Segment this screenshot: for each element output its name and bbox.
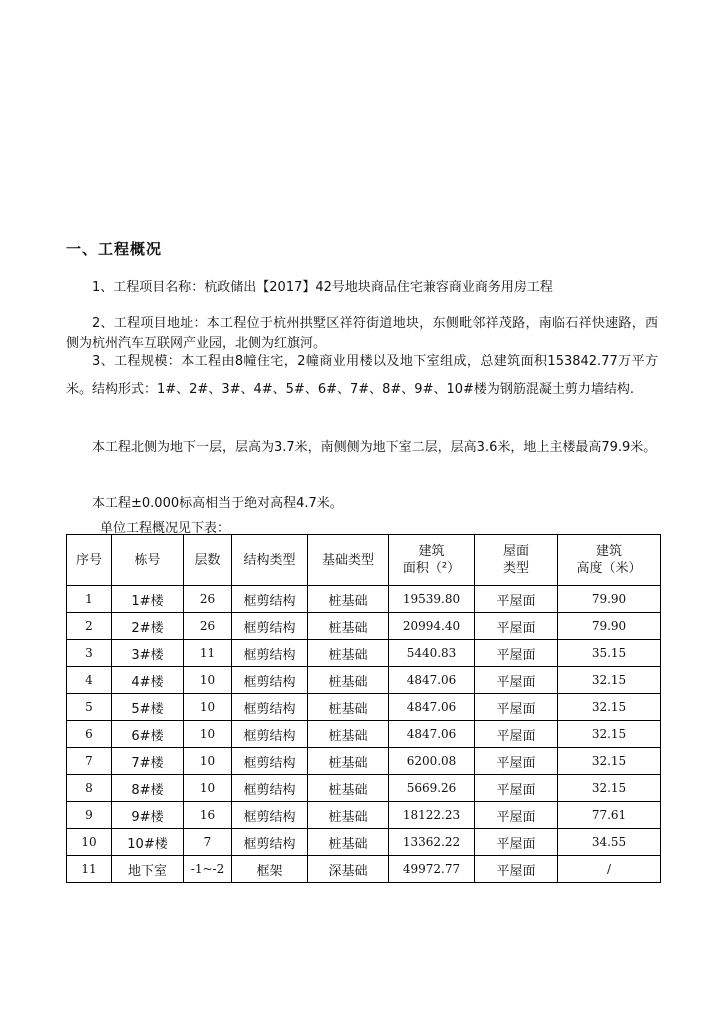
cell-structure: 框剪结构 (232, 694, 308, 721)
cell-roof-type: 平屋面 (475, 775, 558, 802)
cell-structure: 框剪结构 (232, 775, 308, 802)
cell-area: 18122.23 (389, 802, 475, 829)
cell-roof-type: 平屋面 (475, 694, 558, 721)
cell-floors: 26 (184, 613, 232, 640)
cell-seq: 4 (67, 667, 112, 694)
cell-floors: -1~-2 (184, 856, 232, 883)
table-row (67, 694, 661, 721)
cell-height: / (558, 856, 661, 883)
cell-roof-type: 平屋面 (475, 586, 558, 613)
cell-structure: 框架 (232, 856, 308, 883)
cell-seq: 5 (67, 694, 112, 721)
cell-seq: 10 (67, 829, 112, 856)
cell-height: 32.15 (558, 748, 661, 775)
header-height-line1: 建筑 (595, 544, 622, 559)
elevation-paragraph: 本工程±0.000标高相当于绝对高程4.7米。 (92, 496, 343, 511)
header-structure: 结构类型 (232, 535, 308, 586)
cell-area: 5669.26 (389, 775, 475, 802)
cell-seq: 1 (67, 586, 112, 613)
cell-floors: 7 (184, 829, 232, 856)
cell-floors: 10 (184, 748, 232, 775)
cell-structure: 框剪结构 (232, 667, 308, 694)
cell-foundation: 桩基础 (308, 694, 389, 721)
cell-building: 3#楼 (112, 640, 184, 667)
cell-foundation: 桩基础 (308, 829, 389, 856)
table-caption: 单位工程概况见下表： (100, 521, 231, 536)
table-row (67, 829, 661, 856)
cell-foundation: 桩基础 (308, 775, 389, 802)
cell-area: 6200.08 (389, 748, 475, 775)
cell-seq: 3 (67, 640, 112, 667)
cell-foundation: 深基础 (308, 856, 389, 883)
cell-seq: 11 (67, 856, 112, 883)
cell-height: 35.15 (558, 640, 661, 667)
cell-foundation: 桩基础 (308, 721, 389, 748)
header-seq: 序号 (67, 535, 112, 586)
cell-area: 19539.80 (389, 586, 475, 613)
cell-floors: 10 (184, 775, 232, 802)
table-row (67, 613, 661, 640)
cell-foundation: 桩基础 (308, 613, 389, 640)
header-floors: 层数 (184, 535, 232, 586)
cell-seq: 8 (67, 775, 112, 802)
cell-seq: 9 (67, 802, 112, 829)
cell-height: 79.90 (558, 586, 661, 613)
cell-area: 13362.22 (389, 829, 475, 856)
cell-height: 32.15 (558, 694, 661, 721)
cell-floors: 10 (184, 667, 232, 694)
cell-building: 1#楼 (112, 586, 184, 613)
cell-building: 9#楼 (112, 802, 184, 829)
project-address-paragraph: 2、工程项目地址：本工程位于杭州拱墅区祥符街道地块，东侧毗邻祥茂路，南临石祥快速路，西侧为杭州汽车互联网产业园，北侧为红旗河。 (66, 316, 658, 351)
table-row (67, 586, 661, 613)
cell-building: 2#楼 (112, 613, 184, 640)
cell-structure: 框剪结构 (232, 640, 308, 667)
cell-foundation: 桩基础 (308, 586, 389, 613)
cell-building: 5#楼 (112, 694, 184, 721)
cell-seq: 7 (67, 748, 112, 775)
cell-roof-type: 平屋面 (475, 856, 558, 883)
cell-area: 49972.77 (389, 856, 475, 883)
table-row (67, 640, 661, 667)
cell-foundation: 桩基础 (308, 802, 389, 829)
header-area-line2: 面积（²） (402, 561, 461, 576)
header-foundation: 基础类型 (308, 535, 389, 586)
cell-floors: 11 (184, 640, 232, 667)
cell-structure: 框剪结构 (232, 586, 308, 613)
cell-foundation: 桩基础 (308, 640, 389, 667)
table-row (67, 856, 661, 883)
cell-area: 4847.06 (389, 694, 475, 721)
cell-area: 4847.06 (389, 667, 475, 694)
table-header-row (67, 535, 661, 586)
cell-height: 32.15 (558, 775, 661, 802)
cell-roof-type: 平屋面 (475, 748, 558, 775)
header-roof-line1: 屋面 (502, 544, 529, 559)
table-row (67, 721, 661, 748)
section-heading: 一、工程概况 (66, 240, 163, 258)
cell-height: 34.55 (558, 829, 661, 856)
cell-building: 7#楼 (112, 748, 184, 775)
header-roof (475, 535, 558, 586)
header-height (558, 535, 661, 586)
cell-structure: 框剪结构 (232, 721, 308, 748)
cell-building: 10#楼 (112, 829, 184, 856)
cell-seq: 2 (67, 613, 112, 640)
cell-structure: 框剪结构 (232, 802, 308, 829)
cell-roof-type: 平屋面 (475, 829, 558, 856)
cell-structure: 框剪结构 (232, 613, 308, 640)
cell-building: 地下室 (112, 856, 184, 883)
header-roof-line2: 类型 (502, 561, 529, 576)
header-area-line1: 建筑 (418, 544, 445, 559)
project-scale-paragraph: 3、工程规模：本工程由8幢住宅，2幢商业用楼以及地下室组成，总建筑面积153842.77万平方米。结构形式：1#、2#、3#、4#、5#、6#、7#、8#、9#、10#楼为钢筋混凝土剪力墙结构. (66, 354, 658, 397)
table-row (67, 775, 661, 802)
cell-roof-type: 平屋面 (475, 640, 558, 667)
cell-roof-type: 平屋面 (475, 613, 558, 640)
header-height-line2: 高度（米） (576, 561, 642, 576)
cell-building: 8#楼 (112, 775, 184, 802)
cell-floors: 10 (184, 694, 232, 721)
header-area (389, 535, 475, 586)
cell-floors: 26 (184, 586, 232, 613)
cell-structure: 框剪结构 (232, 748, 308, 775)
table-row (67, 802, 661, 829)
cell-foundation: 桩基础 (308, 748, 389, 775)
header-building: 栋号 (112, 535, 184, 586)
cell-roof-type: 平屋面 (475, 802, 558, 829)
cell-building: 4#楼 (112, 667, 184, 694)
cell-height: 77.61 (558, 802, 661, 829)
cell-roof-type: 平屋面 (475, 721, 558, 748)
cell-area: 20994.40 (389, 613, 475, 640)
cell-floors: 16 (184, 802, 232, 829)
cell-seq: 6 (67, 721, 112, 748)
cell-area: 4847.06 (389, 721, 475, 748)
cell-roof-type: 平屋面 (475, 667, 558, 694)
cell-foundation: 桩基础 (308, 667, 389, 694)
cell-structure: 框剪结构 (232, 829, 308, 856)
table-row (67, 667, 661, 694)
project-name-paragraph: 1、工程项目名称：杭政储出【2017】42号地块商品住宅兼容商业商务用房工程 (92, 280, 553, 295)
cell-building: 6#楼 (112, 721, 184, 748)
cell-height: 32.15 (558, 721, 661, 748)
unit-overview-table (66, 534, 661, 883)
cell-height: 79.90 (558, 613, 661, 640)
cell-height: 32.15 (558, 667, 661, 694)
table-row (67, 748, 661, 775)
cell-floors: 10 (184, 721, 232, 748)
table-body (67, 586, 661, 883)
basement-info-paragraph: 本工程北侧为地下一层，层高为3.7米，南侧侧为地下室二层，层高3.6米，地上主楼最高79.9米。 (92, 440, 657, 455)
cell-area: 5440.83 (389, 640, 475, 667)
